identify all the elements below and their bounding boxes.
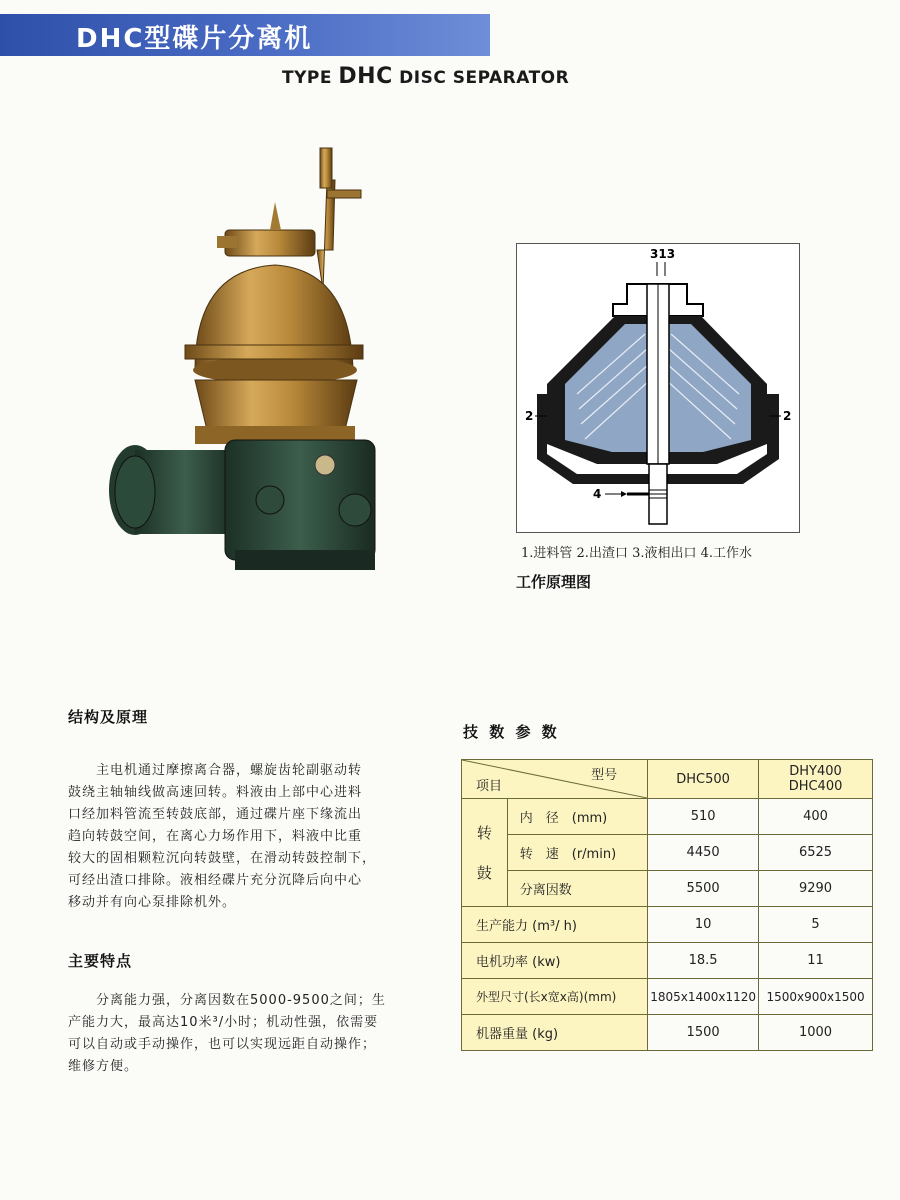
- row-label: 分离因数: [507, 871, 647, 907]
- row-label: 机器重量 (kg): [462, 1015, 648, 1051]
- row-value-2: 11: [759, 943, 873, 979]
- row-value-1: 510: [648, 799, 759, 835]
- page-title: DHC型碟片分离机: [76, 24, 313, 54]
- table-row: [462, 799, 873, 835]
- label-right: 2: [783, 409, 792, 423]
- table-row: [462, 943, 873, 979]
- row-value-2: 6525: [759, 835, 873, 871]
- row-value-1: 4450: [648, 835, 759, 871]
- row-value-2: 400: [759, 799, 873, 835]
- table-header-row: [462, 760, 873, 799]
- features-text: 分离能力强，分离因数在5000-9500之间；生 产能力大，最高达10米³/小时；机动性强，依需要 可以自动或手动操作，也可以实现远距自动操作； 维修方便。: [68, 993, 386, 1074]
- header-diagonal-cell: [462, 760, 648, 799]
- row-value-1: 10: [648, 907, 759, 943]
- row-label: 内 径 (mm): [507, 799, 647, 835]
- row-value-2: 9290: [759, 871, 873, 907]
- row-value-1: 18.5: [648, 943, 759, 979]
- col2-line2: DHC400: [788, 779, 843, 794]
- table-row: [462, 835, 873, 871]
- structure-text: 主电机通过摩擦离合器，螺旋齿轮副驱动转 鼓绕主轴轴线做高速回转。料液由上部中心进料 口经加料管流至转鼓底部，通过碟片座下缘流出 趋向转鼓空间，在离心力场作用下，料液中比重 较大的固相颗粒沉向转鼓壁，在滑动转鼓控制下， 可经出渣口排除。液相经碟片充分沉降后向中心 移动并有向心泵排除机外。: [68, 763, 377, 910]
- subtitle-suffix: DISC SEPARATOR: [392, 68, 570, 88]
- label-top: 313: [650, 247, 676, 261]
- table-row: [462, 979, 873, 1015]
- separator-machine-photo: [95, 140, 395, 580]
- drum-char-1: 转: [476, 823, 492, 842]
- header-item-label: 项目: [476, 779, 503, 794]
- row-label: 外型尺寸(长x宽x高)(mm): [462, 979, 648, 1015]
- row-value-2: 1000: [759, 1015, 873, 1051]
- drum-group-label: [462, 799, 508, 907]
- label-bottom: 4: [593, 487, 602, 501]
- row-label: 电机功率 (kw): [462, 943, 648, 979]
- subtitle-model: DHC: [338, 64, 393, 89]
- row-value-1: 1805x1400x1120: [648, 979, 759, 1015]
- row-label: 生产能力 (m³/ h): [462, 907, 648, 943]
- structure-heading: 结构及原理: [68, 708, 149, 726]
- header-model-label: 型号: [591, 768, 618, 783]
- label-left: 2: [525, 409, 534, 423]
- subtitle-prefix: TYPE: [282, 68, 339, 88]
- diagram-title: 工作原理图: [516, 573, 592, 591]
- col2-line1: DHY400: [789, 764, 842, 779]
- table-row: [462, 1015, 873, 1051]
- row-value-1: 5500: [648, 871, 759, 907]
- drum-char-2: 鼓: [476, 863, 492, 882]
- title-banner: [0, 14, 490, 56]
- features-heading: 主要特点: [68, 952, 133, 970]
- row-value-2: 1500x900x1500: [759, 979, 873, 1015]
- row-value-2: 5: [759, 907, 873, 943]
- col-header-dhc500: DHC500: [648, 760, 759, 799]
- diagram-caption: 1.进料管 2.出渣口 3.液相出口 4.工作水: [521, 546, 753, 561]
- page-subtitle: [282, 64, 569, 89]
- spec-table: [461, 759, 873, 1051]
- table-row: [462, 907, 873, 943]
- table-row: [462, 871, 873, 907]
- spec-heading: 技 数 参 数: [463, 723, 560, 741]
- working-principle-diagram: [516, 243, 800, 533]
- row-value-1: 1500: [648, 1015, 759, 1051]
- row-label: 转 速 (r/min): [507, 835, 647, 871]
- separator-cross-section: [517, 244, 799, 532]
- col-header-dhy400-dhc400: [759, 760, 873, 799]
